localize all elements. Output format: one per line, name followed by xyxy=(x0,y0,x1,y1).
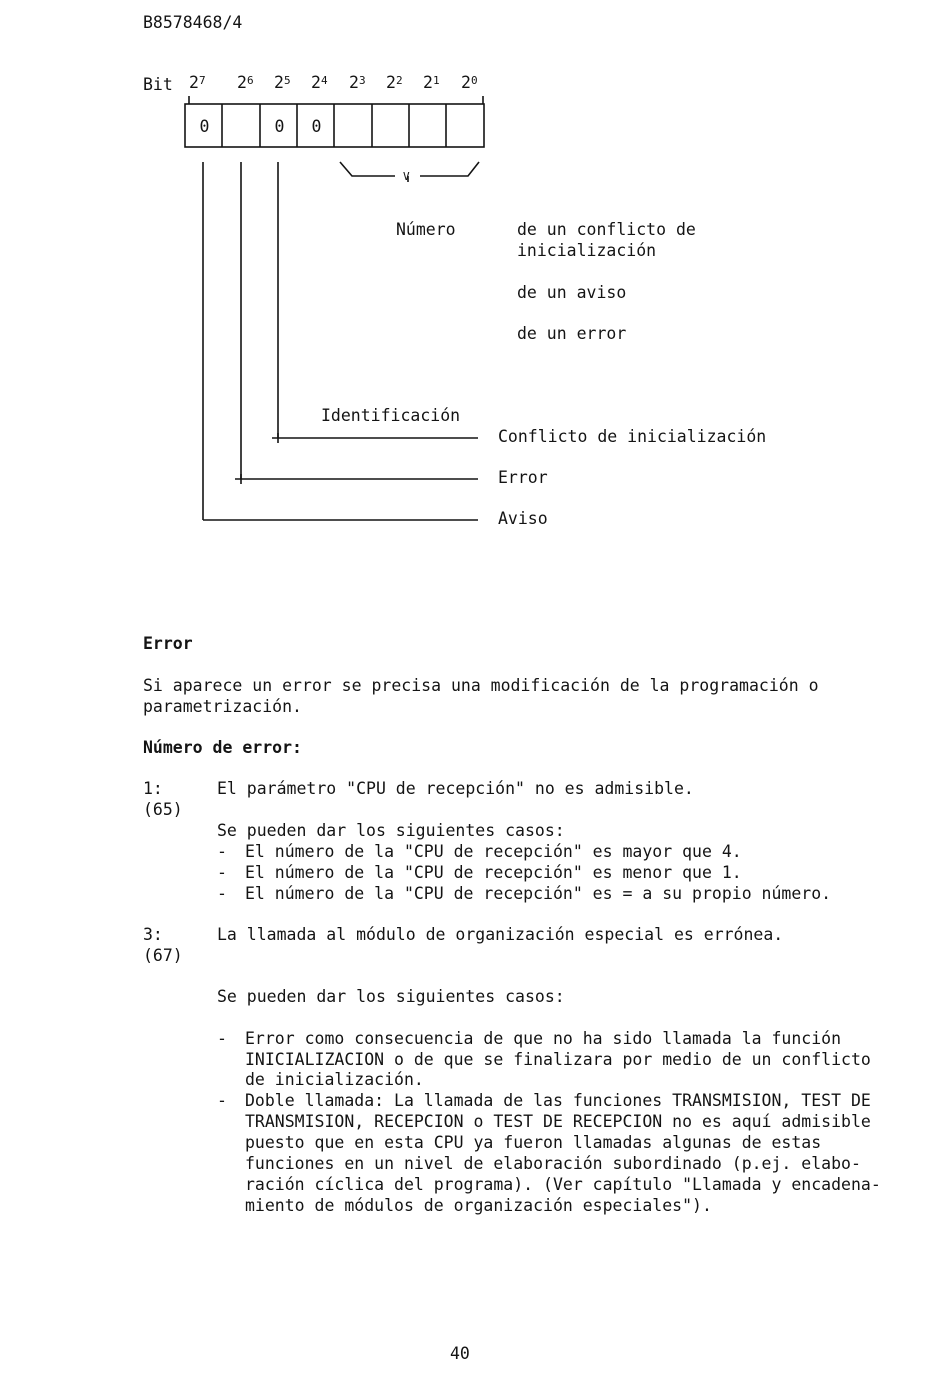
bit-power-4: $2^4$ xyxy=(311,73,328,92)
error-code: 3: xyxy=(143,925,163,944)
error-alt-code: (65) xyxy=(143,800,183,819)
error-description: La llamada al módulo de organización especial es errónea. xyxy=(217,925,784,944)
case-item: El número de la "CPU de recepción" es menor que 1. xyxy=(245,863,742,882)
numero-item-aviso: de un aviso xyxy=(517,283,627,302)
error-alt-code: (67) xyxy=(143,946,183,965)
brace-label: V xyxy=(403,170,410,183)
case-item: El número de la "CPU de recepción" es mayor que 4. xyxy=(245,842,742,861)
case-bullet: - xyxy=(217,884,227,903)
branch-error: Error xyxy=(498,468,548,487)
case-item-line: ración cíclica del programa). (Ver capítulo "Llamada y encadena- xyxy=(245,1175,881,1194)
case-bullet: - xyxy=(217,842,227,861)
case-item-line: Error como consecuencia de que no ha sido llamada la función xyxy=(245,1029,842,1048)
bit-power-5: $2^5$ xyxy=(274,73,291,92)
case-item-line: miento de módulos de organización especiales"). xyxy=(245,1196,712,1215)
bit-power-3: $2^3$ xyxy=(349,73,366,92)
numero-error-heading: Número de error: xyxy=(143,738,302,757)
cell-bit-7: 0 xyxy=(199,117,210,136)
case-bullet: - xyxy=(217,863,227,882)
bit-power-1: $2^1$ xyxy=(423,73,440,92)
intro-line-2: parametrización. xyxy=(143,697,302,716)
intro-line-1: Si aparece un error se precisa una modificación de la programación o xyxy=(143,676,819,695)
bit-diagram-lines xyxy=(0,0,950,560)
bit-label: Bit xyxy=(143,75,173,94)
case-item-line: de inicialización. xyxy=(245,1070,424,1089)
case-bullet: - xyxy=(217,1091,227,1110)
error-code: 1: xyxy=(143,779,163,798)
branch-aviso: Aviso xyxy=(498,509,548,528)
numero-item-conflicto: de un conflicto de xyxy=(517,220,696,239)
case-item-line: Doble llamada: La llamada de las funciones TRANSMISION, TEST DE xyxy=(245,1091,871,1110)
bit-power-7: $2^7$ xyxy=(189,73,206,92)
document-code: B8578468/4 xyxy=(143,13,243,32)
numero-item-error: de un error xyxy=(517,324,627,343)
numero-item-conflicto-cont: inicialización xyxy=(517,241,657,260)
section-heading: Error xyxy=(143,634,193,653)
cell-bit-5: 0 xyxy=(274,117,285,136)
bit-power-6: $2^6$ xyxy=(237,73,254,92)
bit-power-2: $2^2$ xyxy=(386,73,403,92)
bit-power-0: $2^0$ xyxy=(461,73,478,92)
cases-intro: Se pueden dar los siguientes casos: xyxy=(217,821,565,840)
case-item-line: puesto que en esta CPU ya fueron llamadas algunas de estas xyxy=(245,1133,822,1152)
cases-intro: Se pueden dar los siguientes casos: xyxy=(217,987,565,1006)
case-item-line: TRANSMISION, RECEPCION o TEST DE RECEPCION no es aquí admisible xyxy=(245,1112,871,1131)
case-item-line: INICIALIZACION o de que se finalizara por medio de un conflicto xyxy=(245,1050,871,1069)
page-number: 40 xyxy=(450,1344,470,1363)
case-item-line: funciones en un nivel de elaboración subordinado (p.ej. elabo- xyxy=(245,1154,861,1173)
numero-label: Número xyxy=(396,220,456,239)
case-bullet: - xyxy=(217,1029,227,1048)
cell-bit-4: 0 xyxy=(311,117,322,136)
case-item: El número de la "CPU de recepción" es = a su propio número. xyxy=(245,884,832,903)
identificacion-label: Identificación xyxy=(321,406,461,425)
branch-conflicto: Conflicto de inicialización xyxy=(498,427,767,446)
error-description: El parámetro "CPU de recepción" no es admisible. xyxy=(217,779,694,798)
